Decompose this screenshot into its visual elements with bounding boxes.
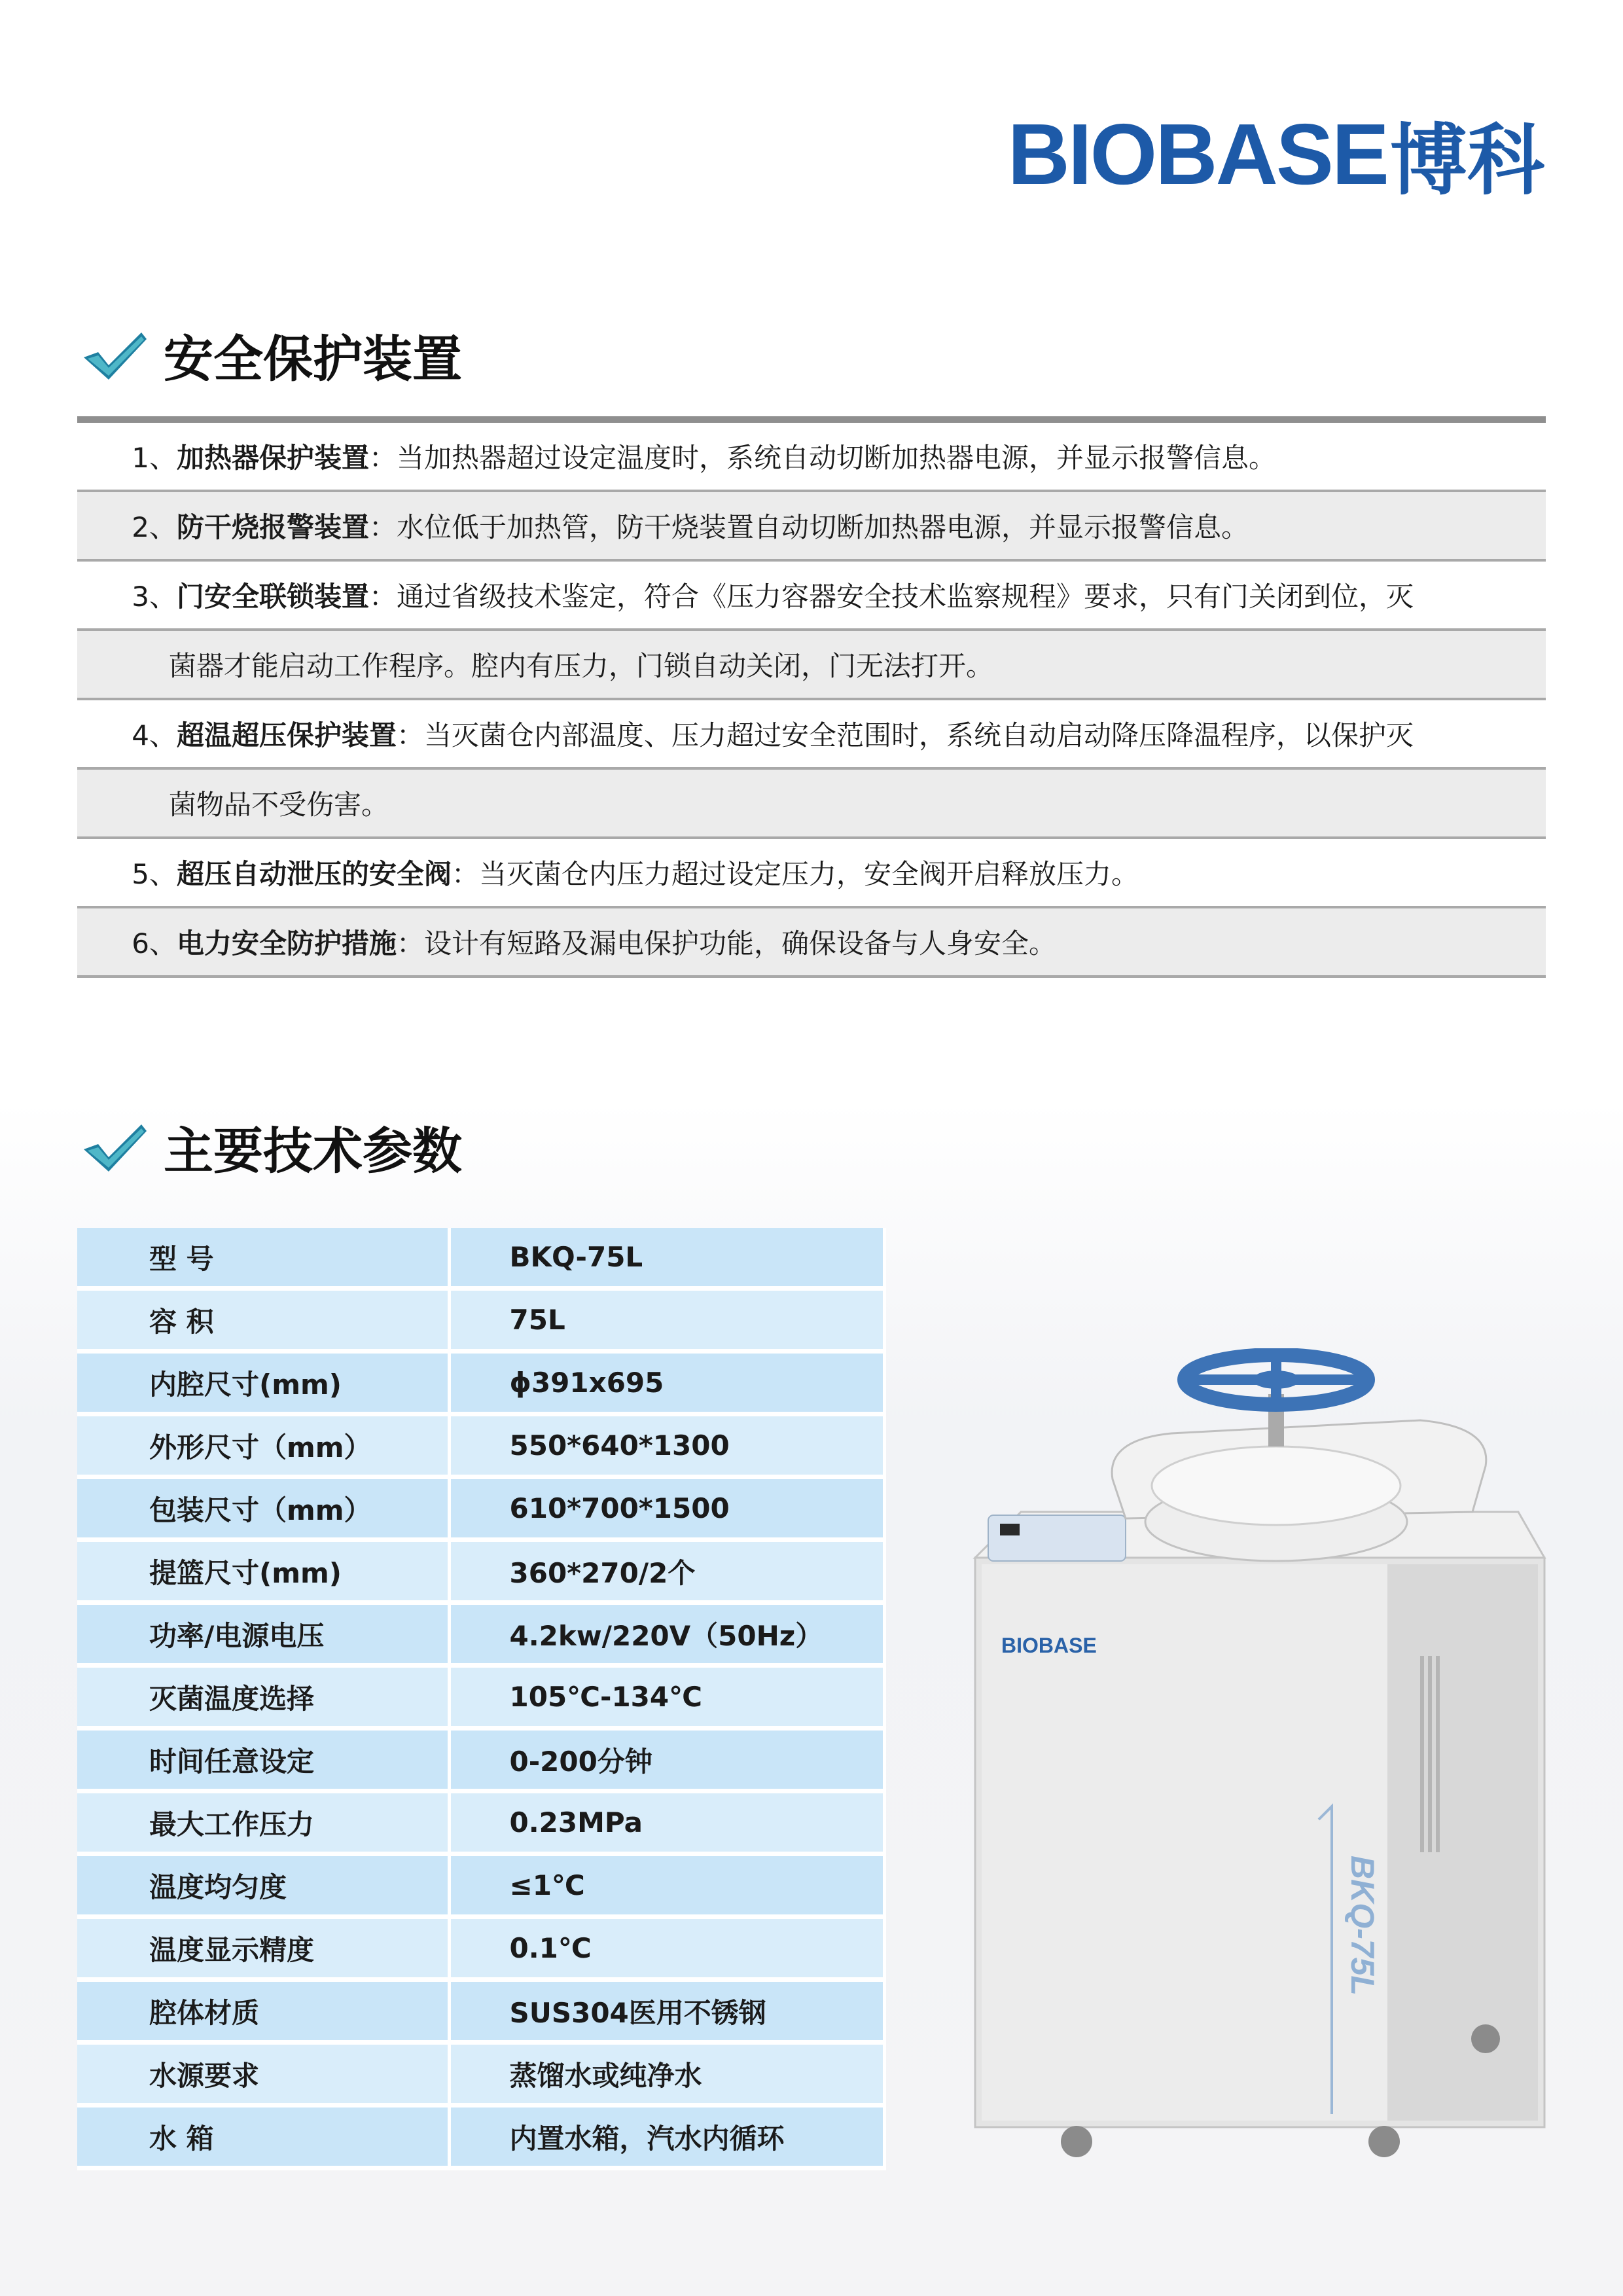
spec-key: 水 箱 (77, 2106, 449, 2168)
spec-row (77, 1477, 885, 1540)
safety-item-number: 1、 (132, 442, 177, 474)
spec-key: 容 积 (77, 1289, 449, 1352)
safety-item-text: ：当加热器超过设定温度时，系统自动切断加热器电源，并显示报警信息。 (369, 442, 1277, 474)
spec-key: 型 号 (77, 1228, 449, 1289)
spec-key: 最大工作压力 (77, 1791, 449, 1854)
spec-key: 腔体材质 (77, 1980, 449, 2043)
safety-item-text: ：设计有短路及漏电保护功能，确保设备与人身安全。 (397, 927, 1057, 960)
spec-value: ≤1℃ (449, 1854, 885, 1917)
safety-section-title (79, 319, 462, 391)
safety-item-number: 2、 (132, 511, 177, 543)
spec-value: ϕ391x695 (449, 1352, 885, 1414)
spec-value: 内置水箱，汽水内循环 (449, 2106, 885, 2168)
safety-item (77, 700, 1546, 770)
machine-model: BKQ-75L (1344, 1856, 1381, 1996)
spec-key: 温度显示精度 (77, 1917, 449, 1980)
safety-item-text: ：水位低于加热管，防干烧装置自动切断加热器电源，并显示报警信息。 (369, 511, 1249, 543)
spec-value: SUS304医用不锈钢 (449, 1980, 885, 2043)
spec-value: 360*270/2个 (449, 1540, 885, 1603)
spec-row (77, 1980, 885, 2043)
safety-item-text: 菌器才能启动工作程序。腔内有压力，门锁自动关闭，门无法打开。 (169, 650, 994, 682)
checkmark-icon (79, 326, 151, 385)
brand-name: BIOBASE (1007, 105, 1387, 202)
divider (77, 416, 1546, 423)
spec-key: 包装尺寸（mm） (77, 1477, 449, 1540)
spec-value: 蒸馏水或纯净水 (449, 2043, 885, 2106)
section-heading: 安全保护装置 (164, 330, 462, 388)
spec-value: 0-200分钟 (449, 1729, 885, 1791)
safety-item (77, 423, 1546, 492)
spec-row (77, 1854, 885, 1917)
safety-item-text: ：通过省级技术鉴定，符合《压力容器安全技术监察规程》要求，只有门关闭到位，灭 (369, 581, 1414, 613)
spec-value: 4.2kw/220V（50Hz） (449, 1603, 885, 1666)
spec-row (77, 1791, 885, 1854)
spec-key: 时间任意设定 (77, 1729, 449, 1791)
spec-row (77, 1414, 885, 1477)
spec-key: 灭菌温度选择 (77, 1666, 449, 1729)
spec-row (77, 1917, 885, 1980)
spec-key: 温度均匀度 (77, 1854, 449, 1917)
safety-list (77, 423, 1546, 978)
safety-item (77, 908, 1546, 978)
spec-row (77, 1603, 885, 1666)
brand-name-cn: 博科 (1389, 115, 1544, 206)
spec-key: 内腔尺寸(mm) (77, 1352, 449, 1414)
spec-value: 75L (449, 1289, 885, 1352)
spec-key: 提篮尺寸(mm) (77, 1540, 449, 1603)
safety-item-label: 电力安全防护措施 (177, 927, 397, 960)
safety-item-text: ：当灭菌仓内压力超过设定压力，安全阀开启释放压力。 (452, 858, 1139, 890)
spec-value: 610*700*1500 (449, 1477, 885, 1540)
safety-item (77, 562, 1546, 631)
autoclave-image (962, 1348, 1551, 2166)
spec-table (77, 1228, 886, 2170)
spec-row (77, 1729, 885, 1791)
safety-item-text: 菌物品不受伤害。 (169, 789, 389, 821)
specs-section-title (79, 1111, 462, 1183)
safety-item-label: 加热器保护装置 (177, 442, 370, 474)
spec-key: 功率/电源电压 (77, 1603, 449, 1666)
spec-value: 0.1℃ (449, 1917, 885, 1980)
spec-row (77, 1228, 885, 1289)
spec-row (77, 1540, 885, 1603)
spec-row (77, 1666, 885, 1729)
spec-row (77, 1289, 885, 1352)
safety-item-label: 超温超压保护装置 (177, 719, 397, 751)
spec-key: 水源要求 (77, 2043, 449, 2106)
safety-item-label: 防干烧报警装置 (177, 511, 370, 543)
section-heading: 主要技术参数 (164, 1122, 462, 1180)
checkmark-icon (79, 1118, 151, 1177)
safety-item-number: 6、 (132, 927, 177, 960)
safety-item-label: 超压自动泄压的安全阀 (177, 858, 452, 890)
safety-item (77, 770, 1546, 839)
safety-item (77, 631, 1546, 700)
brand-logo (1007, 105, 1544, 206)
spec-key: 外形尺寸（mm） (77, 1414, 449, 1477)
safety-item-text: ：当灭菌仓内部温度、压力超过安全范围时，系统自动启动降压降温程序，以保护灭 (397, 719, 1414, 751)
safety-item-number: 3、 (132, 581, 177, 613)
spec-value: 550*640*1300 (449, 1414, 885, 1477)
spec-row (77, 2043, 885, 2106)
spec-value: 0.23MPa (449, 1791, 885, 1854)
safety-item-number: 4、 (132, 719, 177, 751)
spec-row (77, 1352, 885, 1414)
spec-value: BKQ-75L (449, 1228, 885, 1289)
machine-brand: BIOBASE (1001, 1634, 1097, 1657)
safety-item-label: 门安全联锁装置 (177, 581, 370, 613)
spec-row (77, 2106, 885, 2168)
safety-item (77, 839, 1546, 908)
safety-item (77, 492, 1546, 562)
spec-value: 105℃-134℃ (449, 1666, 885, 1729)
safety-item-number: 5、 (132, 858, 177, 890)
